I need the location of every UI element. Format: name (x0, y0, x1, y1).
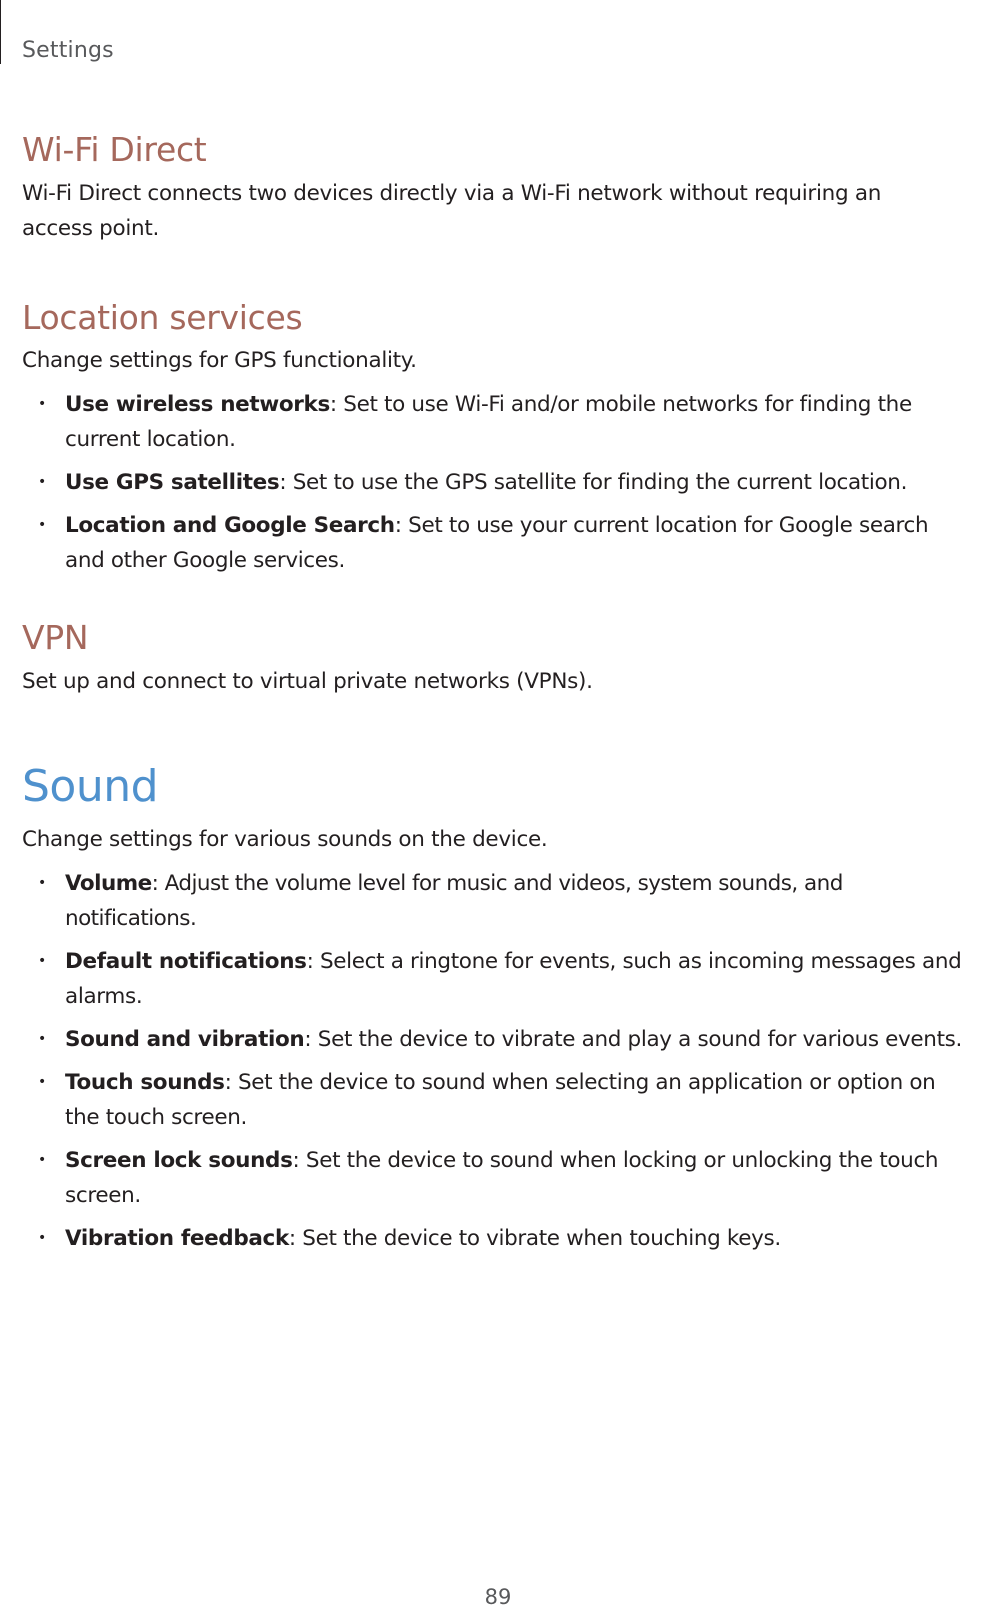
bullet-icon: • (38, 517, 46, 534)
item-term: Use wireless networks (65, 392, 330, 418)
vpn-description: Set up and connect to virtual private networks (VPNs). (22, 668, 593, 694)
bullet-icon: • (38, 874, 46, 891)
wifi-direct-description: Wi-Fi Direct connects two devices directly via a Wi-Fi network without requiring an access point. (22, 180, 882, 241)
bullet-icon: • (38, 474, 46, 491)
page-number: 89 (484, 1585, 512, 1609)
item-description: : Select a ringtone for events, such as incoming messages and alarms. (65, 948, 962, 1009)
bullet-icon: • (38, 396, 46, 413)
page-content (22, 130, 972, 1256)
list-item (22, 944, 972, 1014)
location-services-description: Change settings for GPS functionality. (22, 348, 417, 374)
sound-description: Change settings for various sounds on the device. (22, 826, 548, 852)
sound-settings-list (22, 866, 972, 1256)
wifi-direct-heading: Wi-Fi Direct (22, 130, 207, 169)
item-description: : Set the device to sound when selecting an application or option on the touch screen. (65, 1069, 936, 1130)
bullet-icon: • (38, 1151, 46, 1168)
bullet-icon: • (38, 1073, 46, 1090)
running-head: Settings (22, 38, 114, 63)
list-item (22, 465, 957, 500)
item-term: Sound and vibration (65, 1026, 305, 1052)
list-item (22, 866, 972, 936)
item-description: : Set the device to sound when locking or unlocking the touch screen. (65, 1147, 939, 1208)
item-term: Screen lock sounds (65, 1147, 293, 1173)
item-description: : Set to use your current location for Google search and other Google services. (65, 513, 929, 574)
list-item (22, 387, 957, 457)
list-item (22, 1065, 972, 1135)
item-description: : Set the device to vibrate when touching keys. (288, 1225, 781, 1251)
bullet-icon: • (38, 1229, 46, 1246)
bullet-icon: • (38, 1030, 46, 1047)
location-services-list (22, 387, 957, 578)
corner-rule (0, 0, 1, 64)
item-description: : Set to use Wi-Fi and/or mobile networks for finding the current location. (65, 392, 912, 453)
list-item (22, 1022, 972, 1057)
sound-heading: Sound (22, 760, 159, 812)
vpn-heading: VPN (22, 618, 89, 658)
item-term: Location and Google Search (65, 513, 395, 539)
item-term: Vibration feedback (65, 1225, 289, 1251)
item-term: Default notifications (65, 948, 307, 974)
item-term: Volume (65, 870, 152, 896)
list-item (22, 1143, 972, 1213)
item-description: : Set to use the GPS satellite for finding the current location. (279, 470, 908, 496)
item-term: Use GPS satellites (65, 470, 280, 496)
item-description: : Adjust the volume level for music and videos, system sounds, and notifications. (65, 870, 843, 931)
item-description: : Set the device to vibrate and play a sound for various events. (304, 1026, 962, 1052)
list-item (22, 1221, 972, 1256)
list-item (22, 508, 957, 578)
item-term: Touch sounds (65, 1069, 225, 1095)
bullet-icon: • (38, 952, 46, 969)
location-services-heading: Location services (22, 297, 303, 337)
